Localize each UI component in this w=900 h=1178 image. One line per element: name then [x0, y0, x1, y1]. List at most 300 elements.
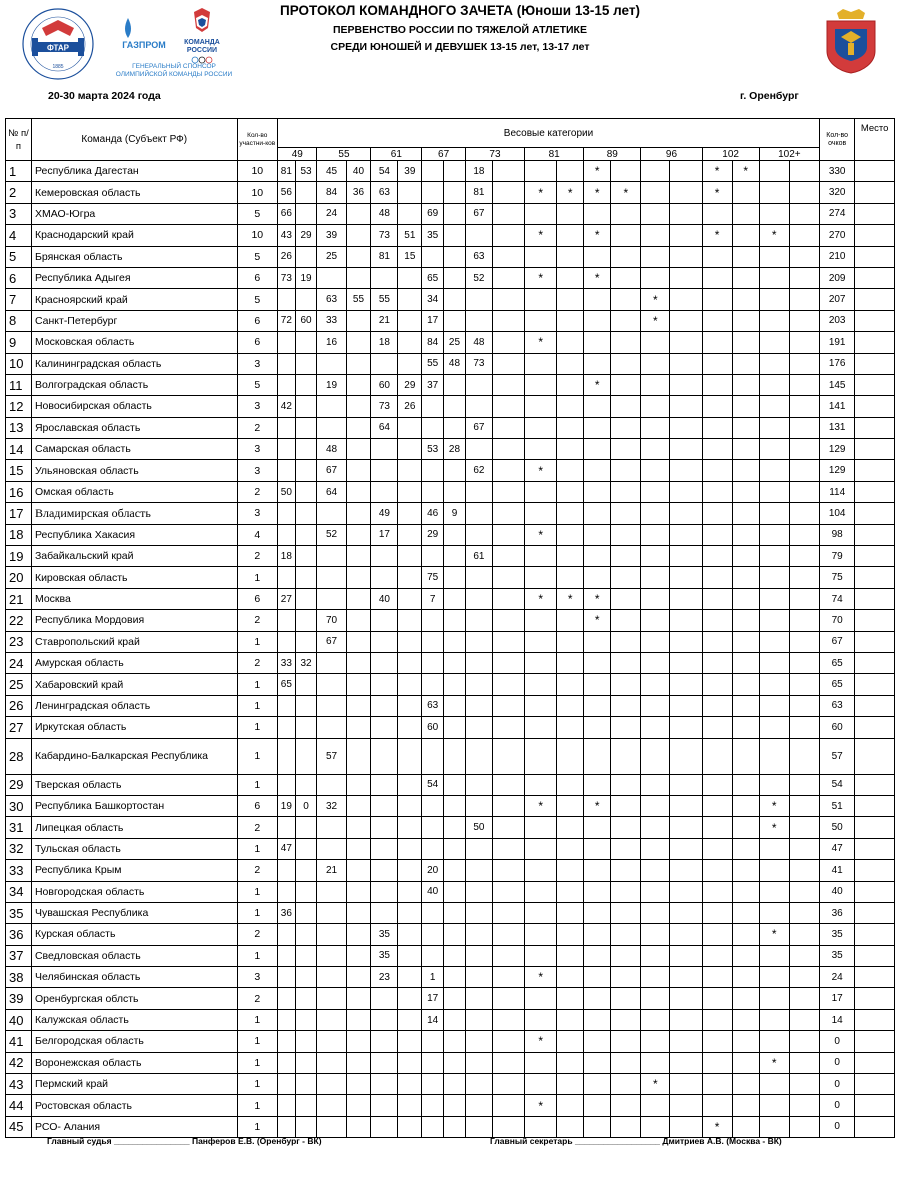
table-row: [6, 396, 895, 417]
weight-score-cell: 17: [422, 310, 444, 331]
weight-score-cell: [732, 610, 759, 631]
place-cell: [855, 631, 895, 652]
weight-category-header: 102: [702, 148, 759, 161]
row-number: 7: [6, 289, 32, 310]
weight-score-cell: 53: [422, 439, 444, 460]
weight-score-cell: [444, 610, 466, 631]
table-row: [6, 945, 895, 966]
team-name: Красноярский край: [31, 289, 237, 310]
weight-score-cell: [702, 203, 732, 224]
total-points: 67: [820, 631, 855, 652]
weight-score-cell: [346, 610, 371, 631]
weight-score-cell: [444, 524, 466, 545]
table-row: [6, 1095, 895, 1116]
weight-score-cell: [641, 588, 670, 609]
participant-count: 1: [237, 1031, 277, 1052]
weight-score-cell: [732, 1074, 759, 1095]
weight-score-cell: [492, 902, 524, 923]
weight-score-cell: [641, 695, 670, 716]
weight-score-cell: [278, 924, 296, 945]
row-number: 2: [6, 182, 32, 203]
weight-score-cell: [317, 1052, 346, 1073]
participant-count: 1: [237, 567, 277, 588]
weight-score-cell: [702, 1052, 732, 1073]
weight-score-cell: 25: [444, 332, 466, 353]
weight-score-cell: [641, 738, 670, 774]
weight-score-cell: [492, 838, 524, 859]
weight-score-cell: [444, 988, 466, 1009]
weight-score-cell: [295, 631, 317, 652]
weight-score-cell: 29: [398, 374, 422, 395]
row-number: 4: [6, 225, 32, 246]
weight-score-cell: [346, 267, 371, 288]
weight-score-cell: 50: [278, 481, 296, 502]
weight-score-cell: [465, 225, 492, 246]
team-name: Омская область: [31, 481, 237, 502]
weight-score-cell: [398, 546, 422, 567]
weight-score-cell: [611, 225, 641, 246]
weight-score-cell: [759, 738, 789, 774]
weight-score-cell: [759, 774, 789, 795]
total-points: 0: [820, 1116, 855, 1137]
place-cell: [855, 652, 895, 673]
participant-count: 5: [237, 374, 277, 395]
weight-score-cell: [422, 546, 444, 567]
weight-score-cell: [492, 1074, 524, 1095]
weight-score-cell: 50: [465, 817, 492, 838]
weight-score-cell: [557, 503, 584, 524]
weight-score-cell: [732, 945, 759, 966]
weight-score-cell: [611, 1009, 641, 1030]
weight-score-cell: 65: [422, 267, 444, 288]
participant-count: 6: [237, 332, 277, 353]
team-name: Московская область: [31, 332, 237, 353]
weight-score-cell: [611, 267, 641, 288]
weight-score-cell: [278, 610, 296, 631]
sponsor-line-2: ОЛИМПИЙСКОЙ КОМАНДЫ РОССИИ: [115, 71, 233, 78]
weight-score-cell: [789, 225, 819, 246]
team-name: Владимирская область: [31, 503, 237, 524]
weight-category-header: 89: [584, 148, 641, 161]
weight-score-cell: [492, 860, 524, 881]
federation-logo: [12, 6, 104, 82]
weight-score-cell: [670, 161, 702, 182]
row-number: 29: [6, 774, 32, 795]
row-number: 20: [6, 567, 32, 588]
weight-score-cell: [702, 945, 732, 966]
weight-score-cell: [465, 374, 492, 395]
weight-score-cell: [317, 503, 346, 524]
weight-score-cell: *: [525, 795, 557, 816]
weight-score-cell: [295, 1009, 317, 1030]
weight-score-cell: [789, 945, 819, 966]
row-number: 44: [6, 1095, 32, 1116]
weight-score-cell: [444, 838, 466, 859]
weight-score-cell: [789, 417, 819, 438]
weight-score-cell: [398, 717, 422, 738]
weight-score-cell: [641, 817, 670, 838]
weight-score-cell: [346, 717, 371, 738]
weight-score-cell: [557, 881, 584, 902]
weight-score-cell: [278, 631, 296, 652]
weight-score-cell: [670, 881, 702, 902]
weight-score-cell: [732, 374, 759, 395]
participant-count: 3: [237, 353, 277, 374]
row-number: 39: [6, 988, 32, 1009]
participant-count: 4: [237, 524, 277, 545]
weight-score-cell: [444, 225, 466, 246]
weight-score-cell: [702, 1009, 732, 1030]
weight-score-cell: [525, 674, 557, 695]
column-header-count: Кол-во участни-ков: [237, 119, 277, 161]
weight-score-cell: [398, 738, 422, 774]
weight-score-cell: [346, 481, 371, 502]
weight-score-cell: [670, 1052, 702, 1073]
weight-score-cell: 64: [317, 481, 346, 502]
weight-score-cell: [398, 503, 422, 524]
weight-score-cell: [611, 838, 641, 859]
weight-score-cell: [759, 717, 789, 738]
weight-score-cell: [371, 1116, 398, 1137]
weight-score-cell: [557, 203, 584, 224]
weight-score-cell: 19: [317, 374, 346, 395]
weight-score-cell: *: [525, 588, 557, 609]
row-number: 40: [6, 1009, 32, 1030]
weight-score-cell: [641, 546, 670, 567]
weight-score-cell: [346, 652, 371, 673]
total-points: 41: [820, 860, 855, 881]
weight-score-cell: [444, 246, 466, 267]
weight-score-cell: [295, 332, 317, 353]
participant-count: 1: [237, 838, 277, 859]
weight-score-cell: [670, 267, 702, 288]
place-cell: [855, 567, 895, 588]
weight-score-cell: [398, 860, 422, 881]
row-number: 3: [6, 203, 32, 224]
weight-score-cell: [317, 817, 346, 838]
weight-score-cell: [525, 695, 557, 716]
weight-score-cell: [584, 1074, 611, 1095]
weight-score-cell: 73: [278, 267, 296, 288]
weight-score-cell: [525, 203, 557, 224]
weight-score-cell: [465, 1116, 492, 1137]
weight-score-cell: [295, 374, 317, 395]
weight-score-cell: [641, 460, 670, 481]
weight-score-cell: [444, 945, 466, 966]
weight-score-cell: [492, 695, 524, 716]
row-number: 42: [6, 1052, 32, 1073]
weight-score-cell: [789, 1095, 819, 1116]
weight-score-cell: [371, 631, 398, 652]
participant-count: 2: [237, 417, 277, 438]
weight-score-cell: [492, 674, 524, 695]
weight-score-cell: 32: [295, 652, 317, 673]
weight-score-cell: [278, 460, 296, 481]
team-name: Ульяновская область: [31, 460, 237, 481]
weight-score-cell: [557, 161, 584, 182]
weight-score-cell: [525, 817, 557, 838]
page-subtitle-1: ПЕРВЕНСТВО РОССИИ ПО ТЯЖЕЛОЙ АТЛЕТИКЕ: [333, 24, 587, 36]
weight-score-cell: [702, 924, 732, 945]
row-number: 36: [6, 924, 32, 945]
total-points: 114: [820, 481, 855, 502]
weight-score-cell: [444, 717, 466, 738]
weight-score-cell: [398, 838, 422, 859]
weight-score-cell: *: [525, 225, 557, 246]
weight-score-cell: [611, 481, 641, 502]
weight-score-cell: *: [759, 225, 789, 246]
weight-score-cell: [371, 546, 398, 567]
weight-score-cell: [398, 1031, 422, 1052]
weight-score-cell: [465, 1052, 492, 1073]
weight-category-header: 55: [317, 148, 371, 161]
weight-score-cell: [611, 588, 641, 609]
weight-score-cell: [525, 652, 557, 673]
weight-score-cell: *: [584, 161, 611, 182]
row-number: 28: [6, 738, 32, 774]
weight-score-cell: 15: [398, 246, 422, 267]
weight-score-cell: [611, 817, 641, 838]
weight-score-cell: [492, 588, 524, 609]
table-row: [6, 524, 895, 545]
row-number: 33: [6, 860, 32, 881]
table-row: [6, 652, 895, 673]
weight-score-cell: 81: [278, 161, 296, 182]
weight-score-cell: [759, 967, 789, 988]
weight-score-cell: [278, 1074, 296, 1095]
weight-score-cell: [641, 717, 670, 738]
weight-score-cell: [611, 988, 641, 1009]
weight-score-cell: 54: [422, 774, 444, 795]
weight-score-cell: [557, 610, 584, 631]
weight-score-cell: [492, 246, 524, 267]
weight-score-cell: 42: [278, 396, 296, 417]
team-name: Пермский край: [31, 1074, 237, 1095]
weight-category-header: 73: [465, 148, 524, 161]
weight-score-cell: [371, 481, 398, 502]
weight-score-cell: [670, 652, 702, 673]
weight-score-cell: [295, 902, 317, 923]
weight-score-cell: [465, 588, 492, 609]
weight-score-cell: [759, 838, 789, 859]
weight-score-cell: [278, 1052, 296, 1073]
weight-score-cell: [732, 289, 759, 310]
weight-score-cell: [584, 203, 611, 224]
table-row: [6, 1074, 895, 1095]
weight-score-cell: [398, 1074, 422, 1095]
total-points: 47: [820, 838, 855, 859]
row-number: 43: [6, 1074, 32, 1095]
weight-score-cell: [611, 795, 641, 816]
weight-score-cell: [444, 289, 466, 310]
weight-score-cell: [422, 1074, 444, 1095]
weight-score-cell: [422, 902, 444, 923]
weight-score-cell: [759, 182, 789, 203]
weight-score-cell: [398, 795, 422, 816]
total-points: 75: [820, 567, 855, 588]
weight-score-cell: [584, 353, 611, 374]
weight-score-cell: [670, 439, 702, 460]
weight-score-cell: [346, 924, 371, 945]
table-row: [6, 902, 895, 923]
weight-score-cell: [398, 332, 422, 353]
participant-count: 10: [237, 225, 277, 246]
table-row: [6, 924, 895, 945]
weight-score-cell: [525, 838, 557, 859]
weight-score-cell: [444, 817, 466, 838]
weight-score-cell: [584, 1031, 611, 1052]
weight-score-cell: [670, 817, 702, 838]
weight-score-cell: [346, 417, 371, 438]
weight-score-cell: 72: [278, 310, 296, 331]
weight-score-cell: 36: [346, 182, 371, 203]
weight-score-cell: [670, 774, 702, 795]
weight-score-cell: [317, 881, 346, 902]
weight-score-cell: [789, 203, 819, 224]
place-cell: [855, 1074, 895, 1095]
place-cell: [855, 182, 895, 203]
weight-score-cell: [732, 988, 759, 1009]
table-row: [6, 1116, 895, 1137]
table-row: [6, 439, 895, 460]
place-cell: [855, 1116, 895, 1137]
participant-count: 1: [237, 881, 277, 902]
weight-score-cell: [732, 503, 759, 524]
weight-score-cell: [295, 1031, 317, 1052]
weight-score-cell: [611, 924, 641, 945]
weight-score-cell: [317, 417, 346, 438]
weight-score-cell: 18: [465, 161, 492, 182]
weight-score-cell: [317, 267, 346, 288]
weight-score-cell: [295, 503, 317, 524]
total-points: 0: [820, 1052, 855, 1073]
weight-score-cell: [317, 1116, 346, 1137]
weight-score-cell: [444, 1095, 466, 1116]
weight-score-cell: [317, 945, 346, 966]
weight-score-cell: [371, 695, 398, 716]
weight-score-cell: [584, 738, 611, 774]
orenburg-coat-of-arms: [821, 7, 881, 75]
weight-score-cell: [702, 674, 732, 695]
weight-score-cell: [789, 182, 819, 203]
page-subtitle-2: СРЕДИ ЮНОШЕЙ И ДЕВУШЕК 13-15 лет, 13-17 лет: [330, 41, 590, 53]
weight-score-cell: [732, 225, 759, 246]
weight-score-cell: [295, 353, 317, 374]
weight-score-cell: [398, 817, 422, 838]
weight-score-cell: 67: [465, 203, 492, 224]
team-name: Сведловская область: [31, 945, 237, 966]
weight-score-cell: [732, 902, 759, 923]
table-row: [6, 795, 895, 816]
weight-score-cell: [789, 695, 819, 716]
weight-score-cell: [732, 417, 759, 438]
weight-score-cell: [789, 881, 819, 902]
protocol-header: [240, 3, 680, 54]
weight-score-cell: [371, 652, 398, 673]
weight-score-cell: [641, 838, 670, 859]
weight-score-cell: [346, 546, 371, 567]
weight-score-cell: [702, 332, 732, 353]
weight-score-cell: [557, 674, 584, 695]
weight-score-cell: 29: [295, 225, 317, 246]
weight-score-cell: [702, 1074, 732, 1095]
team-name: Кировская область: [31, 567, 237, 588]
weight-score-cell: [444, 396, 466, 417]
total-points: 17: [820, 988, 855, 1009]
weight-score-cell: [557, 225, 584, 246]
weight-score-cell: [278, 817, 296, 838]
weight-score-cell: [346, 817, 371, 838]
weight-score-cell: [732, 203, 759, 224]
weight-score-cell: [492, 182, 524, 203]
weight-score-cell: [492, 203, 524, 224]
weight-score-cell: [702, 289, 732, 310]
row-number: 14: [6, 439, 32, 460]
participant-count: 6: [237, 795, 277, 816]
chief-judge-signature: [47, 1136, 322, 1146]
place-cell: [855, 717, 895, 738]
weight-score-cell: [789, 717, 819, 738]
place-cell: [855, 353, 895, 374]
total-points: 145: [820, 374, 855, 395]
weight-score-cell: [444, 860, 466, 881]
table-row: [6, 246, 895, 267]
weight-score-cell: [371, 902, 398, 923]
weight-score-cell: [525, 631, 557, 652]
column-header-number: № п/п: [6, 119, 32, 161]
weight-score-cell: [444, 674, 466, 695]
weight-score-cell: *: [702, 161, 732, 182]
weight-score-cell: [670, 588, 702, 609]
weight-score-cell: [759, 674, 789, 695]
weight-score-cell: 48: [444, 353, 466, 374]
weight-score-cell: [398, 1009, 422, 1030]
weight-score-cell: [422, 631, 444, 652]
weight-score-cell: [398, 524, 422, 545]
weight-score-cell: [611, 310, 641, 331]
weight-score-cell: [492, 310, 524, 331]
weight-score-cell: [444, 1009, 466, 1030]
weight-score-cell: [584, 460, 611, 481]
weight-score-cell: 26: [278, 246, 296, 267]
weight-score-cell: [444, 460, 466, 481]
weight-score-cell: [465, 567, 492, 588]
weight-score-cell: [641, 774, 670, 795]
weight-score-cell: [702, 546, 732, 567]
total-points: 210: [820, 246, 855, 267]
weight-score-cell: [465, 695, 492, 716]
weight-score-cell: [789, 460, 819, 481]
weight-score-cell: [492, 481, 524, 502]
weight-score-cell: [702, 695, 732, 716]
table-row: [6, 967, 895, 988]
weight-score-cell: [444, 161, 466, 182]
weight-score-cell: [492, 652, 524, 673]
column-header-team: Команда (Субъект РФ): [31, 119, 237, 161]
weight-score-cell: [670, 310, 702, 331]
svg-text:РОССИИ: РОССИИ: [186, 47, 218, 54]
weight-score-cell: [492, 1116, 524, 1137]
weight-score-cell: [346, 738, 371, 774]
weight-score-cell: 63: [465, 246, 492, 267]
weight-score-cell: 51: [398, 225, 422, 246]
weight-score-cell: [278, 417, 296, 438]
weight-score-cell: [759, 524, 789, 545]
team-name: Москва: [31, 588, 237, 609]
weight-score-cell: [584, 289, 611, 310]
weight-score-cell: [789, 1052, 819, 1073]
weight-score-cell: [422, 1031, 444, 1052]
